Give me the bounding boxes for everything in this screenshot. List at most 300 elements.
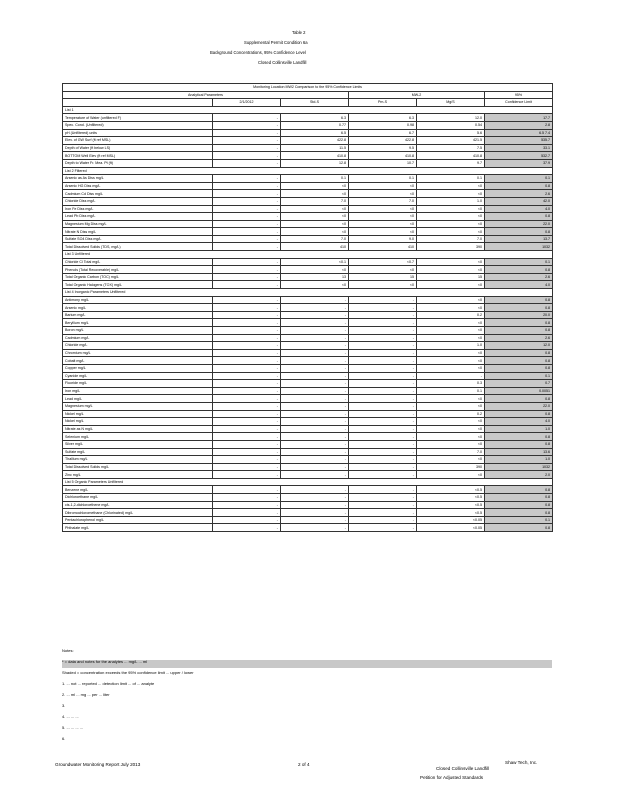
section-title: List 1 (63, 106, 553, 114)
parameter-name-cell: Silver mg/L (63, 440, 213, 448)
parameter-name-cell: Nickel mg/L (63, 418, 213, 426)
value-cell: 410 (281, 243, 349, 251)
parameter-name-cell: Copper mg/L (63, 364, 213, 372)
value-cell: 0.8 (485, 304, 553, 312)
value-cell: 7.0 (281, 197, 349, 205)
value-cell: - (281, 418, 349, 426)
table-row (63, 266, 553, 274)
value-cell: <0 (349, 213, 417, 221)
table-row (63, 501, 553, 509)
value-cell: - (281, 433, 349, 441)
value-cell: - (349, 425, 417, 433)
note-line: 3. (62, 703, 66, 708)
value-cell: <0.5 (417, 486, 485, 494)
value-cell: 22.0 (485, 220, 553, 228)
value-cell: 0.8 (485, 501, 553, 509)
std-header: Std-S (281, 99, 349, 107)
value-cell: 390 (417, 463, 485, 471)
value-cell: 410.8 (417, 152, 485, 160)
value-cell: - (417, 372, 485, 380)
value-cell: 20.0 (485, 311, 553, 319)
table-row (63, 387, 553, 395)
value-cell: - (213, 471, 281, 479)
value-cell: <0 (417, 228, 485, 236)
value-cell: <0.5 (417, 494, 485, 502)
value-cell: - (281, 509, 349, 517)
value-cell: - (213, 410, 281, 418)
blank-header (63, 99, 213, 107)
table-row (63, 281, 553, 289)
parameter-name-cell: Nitrate N Diss mg/L (63, 228, 213, 236)
value-cell: 532.7 (485, 152, 553, 160)
value-cell: - (213, 273, 281, 281)
value-cell: 17.7 (485, 114, 553, 122)
value-cell: - (349, 334, 417, 342)
value-cell: <0 (417, 334, 485, 342)
date-header: 2/1/2012 (213, 99, 281, 107)
value-cell: 6.3 (281, 114, 349, 122)
value-cell: <0 (417, 327, 485, 335)
section-header-row (63, 167, 553, 175)
table-row (63, 433, 553, 441)
value-cell: 0.8 (485, 440, 553, 448)
value-cell: <0 (417, 205, 485, 213)
title-line-1: Supplemental Permit Condition 6a (244, 40, 308, 45)
value-cell: - (213, 342, 281, 350)
value-cell: <0 (281, 228, 349, 236)
parameter-name-cell: Barium mg/L (63, 311, 213, 319)
table-row (63, 235, 553, 243)
value-cell: 0.8 (485, 327, 553, 335)
parameter-name-cell: Dichloroethane mg/L (63, 494, 213, 502)
parameter-name-cell: cis-1,2-dichloroethene mg/L (63, 501, 213, 509)
value-cell: 5.6 (417, 129, 485, 137)
section-title: List 4 Inorganic Parameters Unfiltered (63, 289, 553, 297)
value-cell: - (281, 448, 349, 456)
value-cell: - (213, 357, 281, 365)
value-cell: 410 (349, 243, 417, 251)
value-cell: 0.8 (485, 357, 553, 365)
parameter-name-cell: Arsenic HG Diss mg/L (63, 182, 213, 190)
value-cell: 4.0 (485, 205, 553, 213)
value-cell: 0.8 (485, 228, 553, 236)
value-cell: <0 (417, 402, 485, 410)
value-cell: - (213, 456, 281, 464)
value-cell: 9.7 (417, 159, 485, 167)
value-cell: 0.1 (485, 516, 553, 524)
value-cell: - (281, 304, 349, 312)
table-body (63, 106, 553, 531)
table-row (63, 334, 553, 342)
value-cell: - (213, 281, 281, 289)
parameter-name-cell: Chloride Cl Total mg/L (63, 258, 213, 266)
value-cell: <0 (417, 433, 485, 441)
value-cell: - (213, 463, 281, 471)
parameter-name-cell: Total Dissolved Solids mg/L (63, 463, 213, 471)
value-cell: 0.8 (485, 266, 553, 274)
note-line: * = data and notes for the analytes ... mg/L ... ml (62, 659, 148, 664)
note-line: Notes: (62, 648, 74, 653)
parameter-name-cell: BOTTOM Well Elev (ft ref MSL) (63, 152, 213, 160)
value-cell: 11.5 (281, 144, 349, 152)
value-cell: - (213, 213, 281, 221)
value-cell: 7.0 (349, 197, 417, 205)
value-cell: 421.5 (417, 137, 485, 145)
parameter-name-cell: Temperature of Water (unfiltered F) (63, 114, 213, 122)
value-cell: <0.05 (417, 516, 485, 524)
value-cell: - (349, 486, 417, 494)
pm-header: Pm-S (349, 99, 417, 107)
value-cell: 2.6 (485, 334, 553, 342)
value-cell: 6.7 (349, 129, 417, 137)
value-cell: 2.6 (485, 190, 553, 198)
value-cell: 0.8 (485, 213, 553, 221)
value-cell: - (213, 327, 281, 335)
table-row (63, 463, 553, 471)
value-cell: - (213, 114, 281, 122)
ci-header: 95% (485, 91, 553, 99)
table-row (63, 273, 553, 281)
value-cell: 0.8 (485, 410, 553, 418)
value-cell: <0.5 (417, 509, 485, 517)
value-cell: - (281, 501, 349, 509)
table-row (63, 342, 553, 350)
value-cell: <0 (349, 266, 417, 274)
note-line: 1. ... not ... reported ... detection limit ... of ... analyte (62, 681, 155, 686)
value-cell: - (281, 456, 349, 464)
parameter-name-cell: Cadmium Cd Diss mg/L (63, 190, 213, 198)
value-cell: <0 (281, 213, 349, 221)
note-line: 4. ... ... ... (62, 714, 79, 719)
value-cell: 12.0 (485, 342, 553, 350)
value-cell: <0 (417, 456, 485, 464)
table-row (63, 190, 553, 198)
parameter-name-cell: Dibromochloromethane (Chlorinated) mg/L (63, 509, 213, 517)
parameter-name-cell: Chloride Diss mg/L (63, 197, 213, 205)
note-line: 6. (62, 736, 66, 741)
value-cell: 2.8 (485, 121, 553, 129)
value-cell: <0 (417, 418, 485, 426)
value-cell: 0.2 (417, 410, 485, 418)
value-cell: 1032 (485, 243, 553, 251)
value-cell: 0.8 (485, 364, 553, 372)
value-cell: 0.1 (281, 175, 349, 183)
parameter-name-cell: Depth to Water Fr. Mea. Pt (ft) (63, 159, 213, 167)
table-row (63, 516, 553, 524)
footer-company: Shaw Tech, Inc. (505, 760, 538, 765)
confidence-header: Confidence Limit (485, 99, 553, 107)
value-cell: 2.0 (485, 471, 553, 479)
value-cell: - (349, 440, 417, 448)
value-cell: 13 (281, 273, 349, 281)
table-row (63, 494, 553, 502)
value-cell: - (349, 319, 417, 327)
parameter-name-cell: Selenium mg/L (63, 433, 213, 441)
value-cell: - (213, 205, 281, 213)
value-cell: - (213, 319, 281, 327)
table-row (63, 159, 553, 167)
value-cell: <0 (349, 190, 417, 198)
value-cell: - (213, 266, 281, 274)
value-cell: <0 (417, 220, 485, 228)
value-cell: 22.0 (485, 402, 553, 410)
parameter-name-cell: Elev. of GW Surf (ft ref MSL) (63, 137, 213, 145)
value-cell: - (213, 448, 281, 456)
value-cell: - (349, 327, 417, 335)
parameter-name-cell: Antimony mg/L (63, 296, 213, 304)
footer-site: Closed Collinsville Landfill (436, 766, 490, 771)
value-cell: - (349, 304, 417, 312)
value-cell: <0 (281, 205, 349, 213)
value-cell: 4.0 (485, 281, 553, 289)
value-cell: 9.5 (349, 144, 417, 152)
value-cell: 1.0 (485, 425, 553, 433)
concentration-table (62, 83, 553, 532)
parameter-name-cell: Sulfate SO4 Diss mg/L (63, 235, 213, 243)
value-cell: - (281, 311, 349, 319)
parameter-name-cell: Sulfate mg/L (63, 448, 213, 456)
value-cell: - (281, 463, 349, 471)
value-cell: <0 (417, 258, 485, 266)
parameter-name-cell: Nickel mg/L (63, 410, 213, 418)
value-cell: - (213, 182, 281, 190)
parameter-name-cell: Total Organic Carbon (TOC) mg/L (63, 273, 213, 281)
table-row (63, 243, 553, 251)
table-row (63, 152, 553, 160)
table-row (63, 311, 553, 319)
value-cell: 7.0 (417, 448, 485, 456)
parameter-name-cell: Beryllium mg/L (63, 319, 213, 327)
value-cell: <0 (349, 281, 417, 289)
value-cell: 33.1 (485, 144, 553, 152)
value-cell: - (349, 364, 417, 372)
value-cell: 10.7 (349, 159, 417, 167)
value-cell: - (281, 395, 349, 403)
value-cell: - (281, 357, 349, 365)
value-cell: <0 (417, 349, 485, 357)
value-cell: 13.6 (485, 448, 553, 456)
parameter-name-cell: Phthalate mg/L (63, 524, 213, 532)
value-cell: - (281, 410, 349, 418)
value-cell: - (213, 509, 281, 517)
parameter-name-cell: Fluoride mg/L (63, 380, 213, 388)
value-cell: - (213, 121, 281, 129)
value-cell: - (281, 440, 349, 448)
value-cell: - (213, 129, 281, 137)
value-cell: 6.5 7.4 (485, 129, 553, 137)
parameter-name-cell: Pentachlorophenol mg/L (63, 516, 213, 524)
value-cell: - (213, 418, 281, 426)
value-cell: <0 (281, 220, 349, 228)
value-cell: - (213, 175, 281, 183)
parameter-name-cell: Benzene mg/L (63, 486, 213, 494)
table-row (63, 524, 553, 532)
analytical-params-header: Analytical Parameters (63, 91, 349, 99)
table-row (63, 197, 553, 205)
parameter-name-cell: Chloride mg/L (63, 342, 213, 350)
parameter-name-cell: Thallium mg/L (63, 456, 213, 464)
value-cell: - (213, 440, 281, 448)
value-cell: 7.5 (417, 144, 485, 152)
value-cell: - (213, 228, 281, 236)
value-cell: <0 (417, 440, 485, 448)
value-cell: 0.8 (485, 524, 553, 532)
value-cell: <0 (417, 471, 485, 479)
parameter-name-cell: Phenols (Total Recoverable) mg/L (63, 266, 213, 274)
value-cell: <0 (281, 190, 349, 198)
value-cell: 410.8 (349, 152, 417, 160)
value-cell: - (213, 137, 281, 145)
table-row (63, 486, 553, 494)
value-cell: - (281, 425, 349, 433)
value-cell: - (281, 471, 349, 479)
value-cell: - (213, 524, 281, 532)
value-cell: 0.8 (485, 395, 553, 403)
section-header-row (63, 289, 553, 297)
table-row (63, 425, 553, 433)
value-cell: 422.8 (281, 137, 349, 145)
value-cell: <0 (349, 228, 417, 236)
table-row (63, 144, 553, 152)
value-cell: - (349, 448, 417, 456)
value-cell: - (349, 342, 417, 350)
value-cell: <0 (417, 364, 485, 372)
value-cell: - (349, 463, 417, 471)
value-cell: - (349, 509, 417, 517)
parameter-name-cell: Depth of Water (ft below LS) (63, 144, 213, 152)
value-cell: - (213, 387, 281, 395)
value-cell: 13.7 (485, 235, 553, 243)
table-row (63, 228, 553, 236)
table-row (63, 509, 553, 517)
value-cell: 0.3 (417, 380, 485, 388)
parameter-name-cell: Cobalt mg/L (63, 357, 213, 365)
value-cell: - (281, 494, 349, 502)
value-cell: 390 (417, 243, 485, 251)
table-row (63, 418, 553, 426)
value-cell: 0.8 (485, 319, 553, 327)
value-cell: - (349, 357, 417, 365)
value-cell: 15 (349, 273, 417, 281)
value-cell: - (213, 144, 281, 152)
table-row (63, 129, 553, 137)
value-cell: 37.9 (485, 159, 553, 167)
value-cell: 0.1 (485, 175, 553, 183)
value-cell: 0.8 (485, 433, 553, 441)
parameter-name-cell: Cadmium mg/L (63, 334, 213, 342)
section-title: List 2 Filtered (63, 167, 553, 175)
value-cell: 0.8 (485, 296, 553, 304)
value-cell: 0.8 (485, 486, 553, 494)
parameter-name-cell: Lead Pb Diss mg/L (63, 213, 213, 221)
value-cell: - (349, 524, 417, 532)
value-cell: - (281, 334, 349, 342)
value-cell: <0.05 (417, 524, 485, 532)
value-cell: 15 (417, 273, 485, 281)
section-title: List 5 Organic Parameters Unfiltered (63, 478, 553, 486)
parameter-name-cell: Lead mg/L (63, 395, 213, 403)
mw-header: MW-2 (349, 91, 485, 99)
value-cell: 535.7 (485, 137, 553, 145)
footer-petition: Petition for Adjusted Standards (420, 775, 484, 780)
value-cell: <0.7 (349, 258, 417, 266)
value-cell: - (349, 433, 417, 441)
value-cell: 0.1 (485, 372, 553, 380)
parameter-name-cell: Iron mg/L (63, 387, 213, 395)
table-row (63, 258, 553, 266)
parameter-name-cell: Magnesium mg/L (63, 402, 213, 410)
value-cell: - (281, 319, 349, 327)
value-cell: - (281, 364, 349, 372)
value-cell: 0.7 (485, 380, 553, 388)
table-row (63, 440, 553, 448)
table-row (63, 114, 553, 122)
value-cell: - (349, 395, 417, 403)
value-cell: - (213, 501, 281, 509)
value-cell: - (349, 456, 417, 464)
section-title: List 3 Unfiltered (63, 251, 553, 259)
value-cell: 422.8 (349, 137, 417, 145)
parameter-name-cell: Iron Fe Diss mg/L (63, 205, 213, 213)
value-cell: - (281, 296, 349, 304)
table-number: Table 2 (292, 30, 306, 35)
value-cell: - (349, 380, 417, 388)
table-row (63, 456, 553, 464)
parameter-name-cell: Arsenic as As Diss mg/L (63, 175, 213, 183)
value-cell: 410.8 (281, 152, 349, 160)
value-cell: - (349, 402, 417, 410)
value-cell: <0 (349, 182, 417, 190)
value-cell: 12.8 (281, 159, 349, 167)
parameter-name-cell: Chromium mg/L (63, 349, 213, 357)
value-cell: - (349, 501, 417, 509)
parameter-name-cell: pH (Unfiltered) units (63, 129, 213, 137)
table-row (63, 175, 553, 183)
table-row (63, 182, 553, 190)
value-cell: - (213, 395, 281, 403)
section-header-row (63, 478, 553, 486)
value-cell: 0.8 (485, 494, 553, 502)
value-cell: 1.0 (417, 197, 485, 205)
note-line: 2. ... ml ... mg ... per ... liter (62, 692, 110, 697)
value-cell: - (213, 197, 281, 205)
value-cell: - (349, 471, 417, 479)
parameter-name-cell: Cyanide mg/L (63, 372, 213, 380)
value-cell: 6.3 (349, 114, 417, 122)
value-cell: <0 (417, 281, 485, 289)
value-cell: - (213, 494, 281, 502)
mgl-header: Mg/S (417, 99, 485, 107)
value-cell: - (213, 425, 281, 433)
value-cell: <0 (281, 182, 349, 190)
note-line: Shaded = concentration exceeds the 95% confidence limit ... upper / lower (62, 670, 194, 675)
value-cell: <0 (417, 190, 485, 198)
value-cell: - (281, 380, 349, 388)
value-cell: <0 (417, 357, 485, 365)
value-cell: - (213, 258, 281, 266)
value-cell: - (349, 516, 417, 524)
value-cell: - (281, 402, 349, 410)
table-row (63, 357, 553, 365)
value-cell: <0 (417, 319, 485, 327)
value-cell: - (213, 334, 281, 342)
parameter-name-cell: Spec. Cond. (Unfiltered) (63, 121, 213, 129)
value-cell: - (349, 410, 417, 418)
value-cell: <0 (417, 304, 485, 312)
value-cell: - (281, 372, 349, 380)
value-cell: - (213, 433, 281, 441)
value-cell: - (349, 296, 417, 304)
